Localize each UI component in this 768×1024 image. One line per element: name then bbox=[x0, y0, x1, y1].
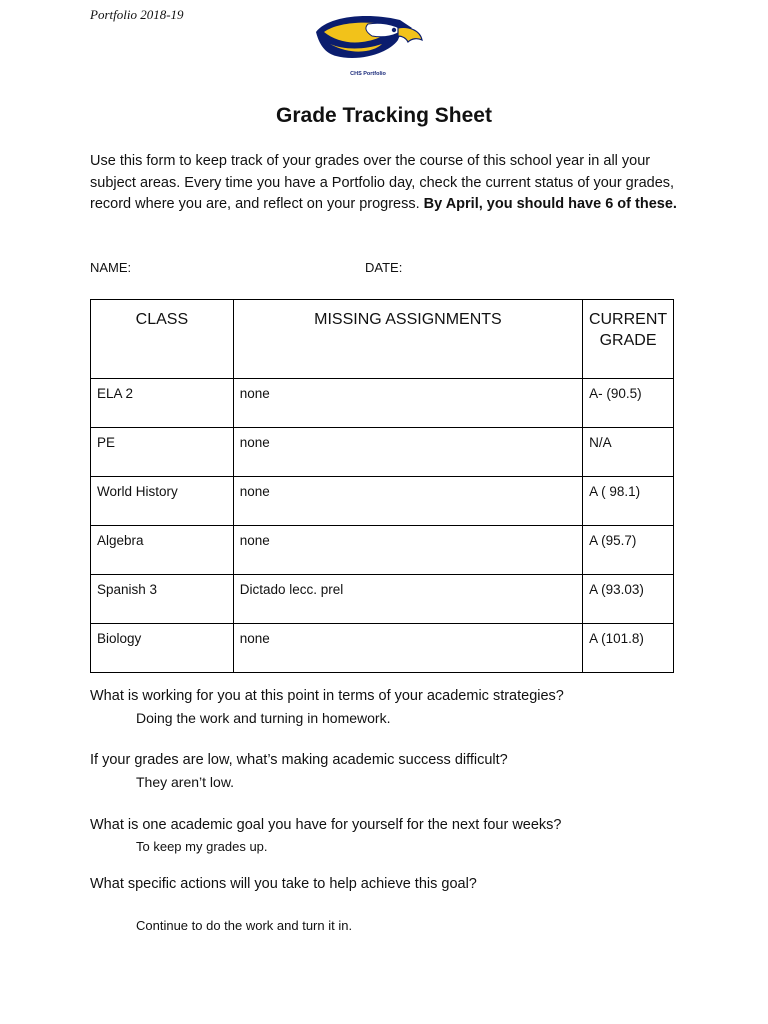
cell-class: ELA 2 bbox=[91, 379, 234, 428]
cell-class: World History bbox=[91, 477, 234, 526]
cell-missing: none bbox=[233, 624, 582, 673]
cell-grade: A (93.03) bbox=[583, 575, 674, 624]
cell-class: Spanish 3 bbox=[91, 575, 234, 624]
table-row bbox=[91, 477, 674, 526]
logo-caption: CHS Portfolio bbox=[350, 71, 386, 77]
answer-actions: Continue to do the work and turn it in. bbox=[136, 918, 353, 933]
cell-missing: Dictado lecc. prel bbox=[233, 575, 582, 624]
intro-text: Use this form to keep track of your grades over the course of this school year in all your subject areas. Every time you have a Portfolio day, check the current status of your grades, record where you are, and reflect on your progress. bbox=[90, 153, 675, 212]
cell-missing: none bbox=[233, 428, 582, 477]
table-row bbox=[91, 624, 674, 673]
cell-missing: none bbox=[233, 379, 582, 428]
table-row bbox=[91, 575, 674, 624]
cell-grade: A (101.8) bbox=[583, 624, 674, 673]
cell-grade: A ( 98.1) bbox=[583, 477, 674, 526]
answer-goal: To keep my grades up. bbox=[136, 839, 268, 854]
table-header-row bbox=[91, 300, 674, 379]
header-class: CLASS bbox=[91, 300, 234, 379]
grades-table bbox=[90, 299, 674, 673]
cell-class: PE bbox=[91, 428, 234, 477]
portfolio-year-note: Portfolio 2018-19 bbox=[90, 7, 184, 22]
table-row bbox=[91, 526, 674, 575]
page-title: Grade Tracking Sheet bbox=[276, 104, 492, 127]
answer-strategies: Doing the work and turning in homework. bbox=[136, 710, 391, 726]
question-difficulty: If your grades are low, what’s making academic success difficult? bbox=[90, 752, 508, 768]
table-row bbox=[91, 428, 674, 477]
cell-grade: N/A bbox=[583, 428, 674, 477]
header-missing-assignments: MISSING ASSIGNMENTS bbox=[233, 300, 582, 379]
header-current-grade: CURRENT GRADE bbox=[583, 300, 674, 379]
cell-grade: A (95.7) bbox=[583, 526, 674, 575]
cell-grade: A- (90.5) bbox=[583, 379, 674, 428]
question-strategies: What is working for you at this point in terms of your academic strategies? bbox=[90, 688, 564, 704]
eagle-logo bbox=[308, 10, 428, 82]
cell-class: Algebra bbox=[91, 526, 234, 575]
intro-paragraph bbox=[90, 151, 690, 216]
cell-missing: none bbox=[233, 477, 582, 526]
cell-missing: none bbox=[233, 526, 582, 575]
question-actions: What specific actions will you take to help achieve this goal? bbox=[90, 876, 477, 892]
intro-bold-text: By April, you should have 6 of these. bbox=[423, 196, 677, 212]
answer-difficulty: They aren’t low. bbox=[136, 774, 235, 790]
name-field-label: NAME: bbox=[90, 260, 132, 275]
date-field-label: DATE: bbox=[365, 260, 403, 275]
table-row bbox=[91, 379, 674, 428]
cell-class: Biology bbox=[91, 624, 234, 673]
question-goal: What is one academic goal you have for yourself for the next four weeks? bbox=[90, 817, 562, 833]
eagle-head-icon bbox=[308, 10, 428, 72]
